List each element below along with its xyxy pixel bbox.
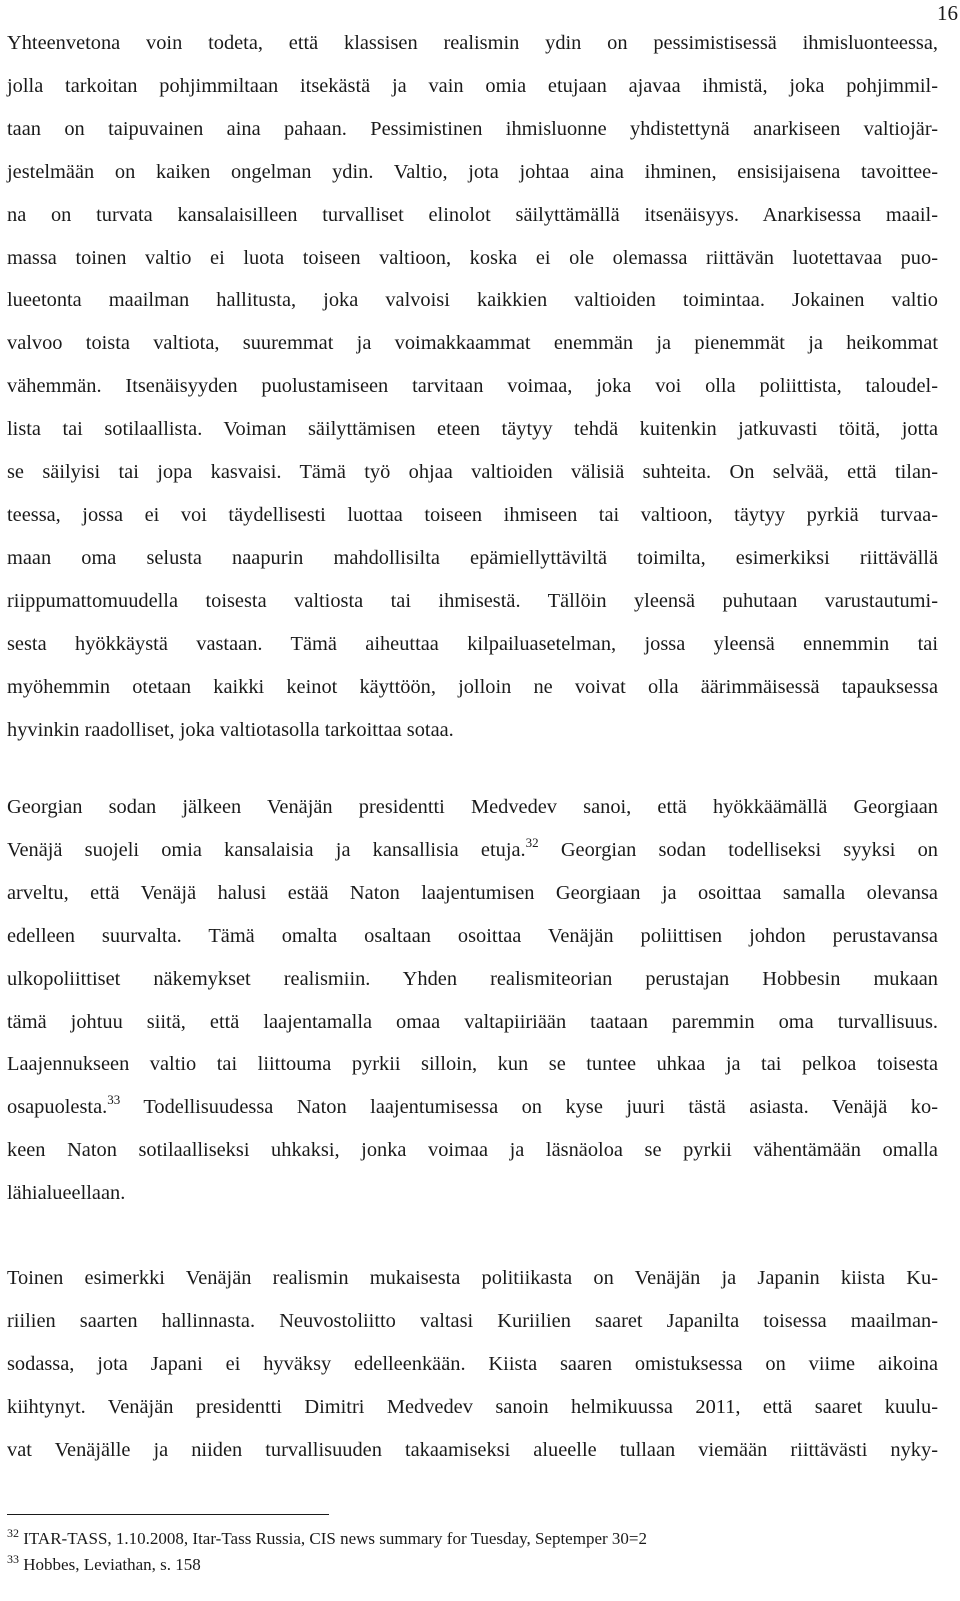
text-line: lähialueellaan. xyxy=(7,1182,126,1205)
text-line-with-footnote-ref xyxy=(7,829,938,872)
text-line: sodassa, jota Japani ei hyväksy edelleenkään. Kiista saaren omistuksessa on viime aikoina xyxy=(7,1352,938,1375)
text-line: ulkopoliittiset näkemykset realismiin. Yhden realismiteorian perustajan Hobbesin mukaan xyxy=(7,967,938,990)
text-line: arveltu, että Venäjä halusi estää Naton laajentumisen Georgiaan ja osoittaa samalla olevansa xyxy=(7,881,938,904)
text-line: jestelmään on kaiken ongelman ydin. Valtio, jota johtaa aina ihminen, ensisijaisena tavoittee- xyxy=(7,160,938,183)
text-line: tämä johtuu siitä, että laajentamalla omaa valtapiiriään taataan paremmin oma turvallisuus. xyxy=(7,1010,938,1033)
text-segment: Venäjä suojeli omia kansalaisia ja kansallisia etuja. xyxy=(7,838,526,861)
text-line: jolla tarkoitan pohjimmiltaan itsekästä ja vain omia etujaan ajavaa ihmistä, joka pohjimmil- xyxy=(7,74,938,97)
footnote-number: 33 xyxy=(7,1552,19,1566)
text-line: se säilyisi tai jopa kasvaisi. Tämä työ ohjaa valtioiden välisiä suhteita. On selvää, että tilan- xyxy=(7,461,938,484)
footnote-text: Hobbes, Leviathan, s. 158 xyxy=(19,1555,201,1574)
footnote-separator xyxy=(7,1514,329,1515)
paragraph-realism-summary xyxy=(7,22,938,751)
text-line: maan oma selusta naapurin mahdollisilta epämiellyttäviltä toimilta, esimerkiksi riittävällä xyxy=(7,546,938,569)
paragraph-georgia-war xyxy=(7,786,938,1215)
text-line: riilien saarten hallinnasta. Neuvostoliitto valtasi Kuriilien saaret Japanilta toisessa maailman- xyxy=(7,1309,938,1332)
text-line: edelleen suurvalta. Tämä omalta osaltaan osoittaa Venäjän poliittisen johdon perustavansa xyxy=(7,924,938,947)
text-line: riippumattomuudella toisesta valtiosta tai ihmisestä. Tällöin yleensä puhutaan varustautumi- xyxy=(7,589,938,612)
text-line: teessa, jossa ei voi täydellisesti luottaa toiseen ihmiseen tai valtioon, täytyy pyrkiä turvaa- xyxy=(7,503,938,526)
text-line: valvoo toista valtiota, suuremmat ja voimakkaammat enemmän ja pienemmät ja heikommat xyxy=(7,332,938,355)
text-line: Toinen esimerkki Venäjän realismin mukaisesta politiikasta on Venäjän ja Japanin kiista Ku- xyxy=(7,1267,938,1289)
text-line: na on turvata kansalaisilleen turvalliset elinolot säilyttämällä itsenäisyys. Anarkisessa maail- xyxy=(7,203,938,226)
text-line: lueetonta maailman hallitusta, joka valvoisi kaikkien valtioiden toimintaa. Jokainen valtio xyxy=(7,289,938,312)
page-number: 16 xyxy=(937,1,958,25)
text-line: taan on taipuvainen aina pahaan. Pessimistinen ihmisluonne yhdistettynä anarkiseen valtiojär- xyxy=(7,117,938,140)
footnote-text: ITAR-TASS, 1.10.2008, Itar-Tass Russia, CIS news summary for Tuesday, Septemper 30=2 xyxy=(19,1529,647,1548)
text-segment: Georgian sodan todelliseksi syyksi on xyxy=(538,838,938,861)
text-segment: Todellisuudessa Naton laajentumisessa on kyse juuri tästä asiasta. Venäjä ko- xyxy=(120,1096,938,1119)
footnote-number: 32 xyxy=(7,1526,19,1540)
footnote-ref-33[interactable]: 33 xyxy=(107,1092,121,1108)
text-line: massa toinen valtio ei luota toiseen valtioon, koska ei ole olemassa riittävän luotettavaa puo- xyxy=(7,246,938,269)
text-line: Georgian sodan jälkeen Venäjän presidentti Medvedev sanoi, että hyökkäämällä Georgiaan xyxy=(7,796,938,818)
footnote-32 xyxy=(7,1526,937,1552)
text-line: Yhteenvetona voin todeta, että klassisen realismin ydin on pessimistisessä ihmisluonteessa, xyxy=(7,32,938,54)
paragraph-kuril-islands xyxy=(7,1257,938,1472)
footnote-33 xyxy=(7,1552,937,1578)
text-line: hyvinkin raadolliset, joka valtiotasolla tarkoittaa sotaa. xyxy=(7,718,454,741)
text-line-with-footnote-ref xyxy=(7,1086,938,1129)
footnotes xyxy=(7,1526,937,1578)
text-segment: osapuolesta. xyxy=(7,1096,108,1119)
text-line: Laajennukseen valtio tai liittouma pyrkii silloin, kun se tuntee uhkaa ja tai pelkoa toisesta xyxy=(7,1053,938,1076)
text-line: myöhemmin otetaan kaikki keinot käyttöön, jolloin ne voivat olla äärimmäisessä tapauksessa xyxy=(7,675,938,698)
text-line: vähemmän. Itsenäisyyden puolustamiseen tarvitaan voimaa, joka voi olla poliittista, taloudel- xyxy=(7,375,938,398)
text-line: keen Naton sotilaalliseksi uhkaksi, jonka voimaa ja läsnäoloa se pyrkii vähentämään omalla xyxy=(7,1139,938,1162)
text-line: vat Venäjälle ja niiden turvallisuuden takaamiseksi alueelle tullaan viemään riittävästi nyky- xyxy=(7,1438,938,1461)
text-line: sesta hyökkäystä vastaan. Tämä aiheuttaa kilpailuasetelman, jossa yleensä ennemmin tai xyxy=(7,632,938,655)
footnote-ref-32[interactable]: 32 xyxy=(525,834,539,850)
text-line: kiihtynyt. Venäjän presidentti Dimitri Medvedev sanoin helmikuussa 2011, että saaret kuulu- xyxy=(7,1395,938,1418)
text-line: lista tai sotilaallista. Voiman säilyttämisen eteen täytyy tehdä kuitenkin jatkuvasti töitä, jotta xyxy=(7,418,938,441)
